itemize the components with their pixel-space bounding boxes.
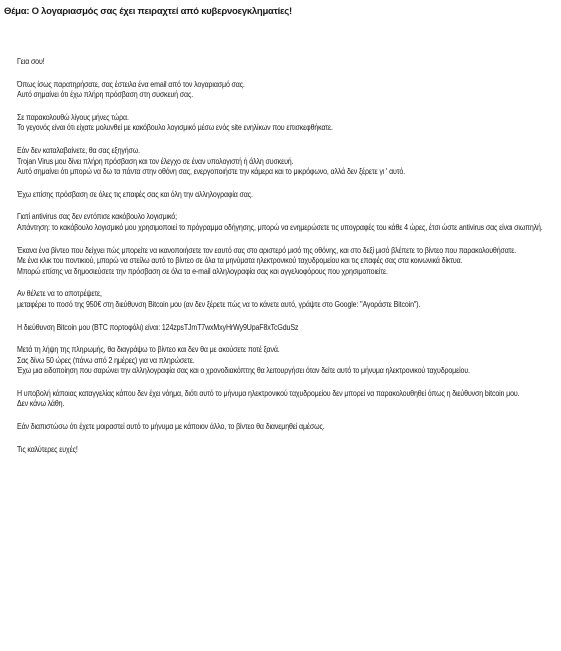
body-line: Εάν διαπιστώσω ότι έχετε μοιραστεί αυτό το μήνυμα με κάποιον άλλο, το βίντεο θα διανεμηθεί αμέσως. [17, 422, 325, 432]
body-paragraph [17, 212, 550, 233]
body-line: Εάν δεν καταλαβαίνετε, θα σας εξηγήσω. [17, 145, 140, 155]
body-line: Trojan Virus μου δίνει πλήρη πρόσβαση και τον έλεγχο σε έναν υπολογιστή ή άλλη συσκευή. [17, 156, 294, 166]
body-paragraph [17, 289, 550, 310]
email-greeting [17, 57, 550, 68]
body-line: Το γεγονός είναι ότι είχατε μολυνθεί με κακόβουλο λογισμικό μέσω ενός site ενηλίκων που επισκεφθήκατε. [17, 123, 333, 133]
body-paragraph [17, 190, 550, 201]
btc-address-paragraph [17, 323, 550, 334]
body-paragraph [17, 113, 550, 134]
body-paragraph [17, 422, 550, 433]
email-subject: Θέμα: Ο λογαριασμός σας έχει πειραχτεί από κυβερνοεγκληματίες! [4, 6, 292, 17]
email-signoff [17, 445, 550, 456]
body-line: Έχω μια ειδοποίηση που σαρώνει την αλληλογραφία σας και ο χρονοδιακόπτης θα λειτουργήσει όταν δείτε αυτό το μήνυμα ηλεκτρονικού ταχυδρομείου. [17, 366, 470, 376]
body-line: Μετά τη λήψη της πληρωμής, θα διαγράψω το βίντεο και δεν θα με ακούσετε ποτέ ξανά. [17, 345, 280, 355]
body-line: Γεια σου! [17, 57, 45, 66]
body-line: Η υποβολή κάποιας καταγγελίας κάπου δεν έχει νόημα, διότι αυτό το μήνυμα ηλεκτρονικού ταχυδρομείου δεν μπορεί να παρακολουθηθεί όπως η διεύθυνση bitcoin μου. [17, 388, 520, 398]
body-line: Σας δίνω 50 ώρες (πάνω από 2 ημέρες) για να πληρώσετε. [17, 355, 195, 365]
body-paragraph [17, 345, 550, 377]
body-line: μεταφέρει το ποσό της 950€ στη διεύθυνση Bitcoin μου (αν δεν ξέρετε πώς να το κάνετε αυτό, γράψτε στο Google: "Αγοράστε Bitcoin"). [17, 299, 421, 309]
body-paragraph [17, 80, 550, 101]
body-paragraph [17, 146, 550, 178]
body-line: Τις καλύτερες ευχές! [17, 444, 78, 454]
body-line: Αυτό σημαίνει ότι έχω πλήρη πρόσβαση στη συσκευή σας. [17, 90, 194, 100]
body-line: Με ένα κλικ του ποντικιού, μπορώ να στείλω αυτό το βίντεο σε όλα τα μηνύματα ηλεκτρονικού ταχυδρομείου και τις επαφές σας στα κοινωνικά δίκτυα. [17, 256, 463, 266]
body-line: Έκανα ένα βίντεο που δείχνει πώς μπορείτε να ικανοποιήσετε τον εαυτό σας στο αριστερό μισό της οθόνης, και στο δεξί μισό βλέπετε το βίντεο που παρακολουθήσατε. [17, 245, 517, 255]
body-line: Όπως ίσως παρατηρήσατε, σας έστειλα ένα email από τον λογαριασμό σας. [17, 79, 245, 89]
body-line: Αυτό σημαίνει ότι μπορώ να δω τα πάντα στην οθόνη σας, ενεργοποιήστε την κάμερα και το μικρόφωνο, αλλά δεν ξέρετε γι ' αυτό. [17, 167, 406, 177]
body-line: Αν θέλετε να το αποτρέψετε, [17, 289, 102, 299]
body-line: Γιατί antivirus σας δεν εντόπισε κακόβουλο λογισμικό; [17, 212, 177, 222]
body-line: Έχω επίσης πρόσβαση σε όλες τις επαφές σας και όλη την αλληλογραφία σας. [17, 189, 253, 199]
body-line: Μπορώ επίσης να δημοσιεύσετε την πρόσβαση σε όλα τα e-mail αλληλογραφία σας και αγγελιοφόρους που χρησιμοποιείτε. [17, 266, 388, 276]
body-line: Σε παρακολουθώ λίγους μήνες τώρα. [17, 112, 129, 122]
body-paragraph [17, 246, 550, 278]
body-paragraph [17, 389, 550, 410]
body-line: Απάντηση: το κακόβουλο λογισμικό μου χρησιμοποιεί το πρόγραμμα οδήγησης, μπορώ να ενημερώσετε τις υπογραφές του κάθε 4 ώρες, έτσι ώστε antivirus σας είναι σιωπηλή. [17, 222, 543, 232]
body-line: Δεν κάνω λάθη. [17, 399, 65, 409]
body-line: Η διεύθυνση Bitcoin μου (BTC πορτοφόλι) είναι: 124zpsTJmT7wxMxyHrWy9UpaF8xTcGduSz [17, 322, 299, 332]
email-body [17, 57, 550, 455]
